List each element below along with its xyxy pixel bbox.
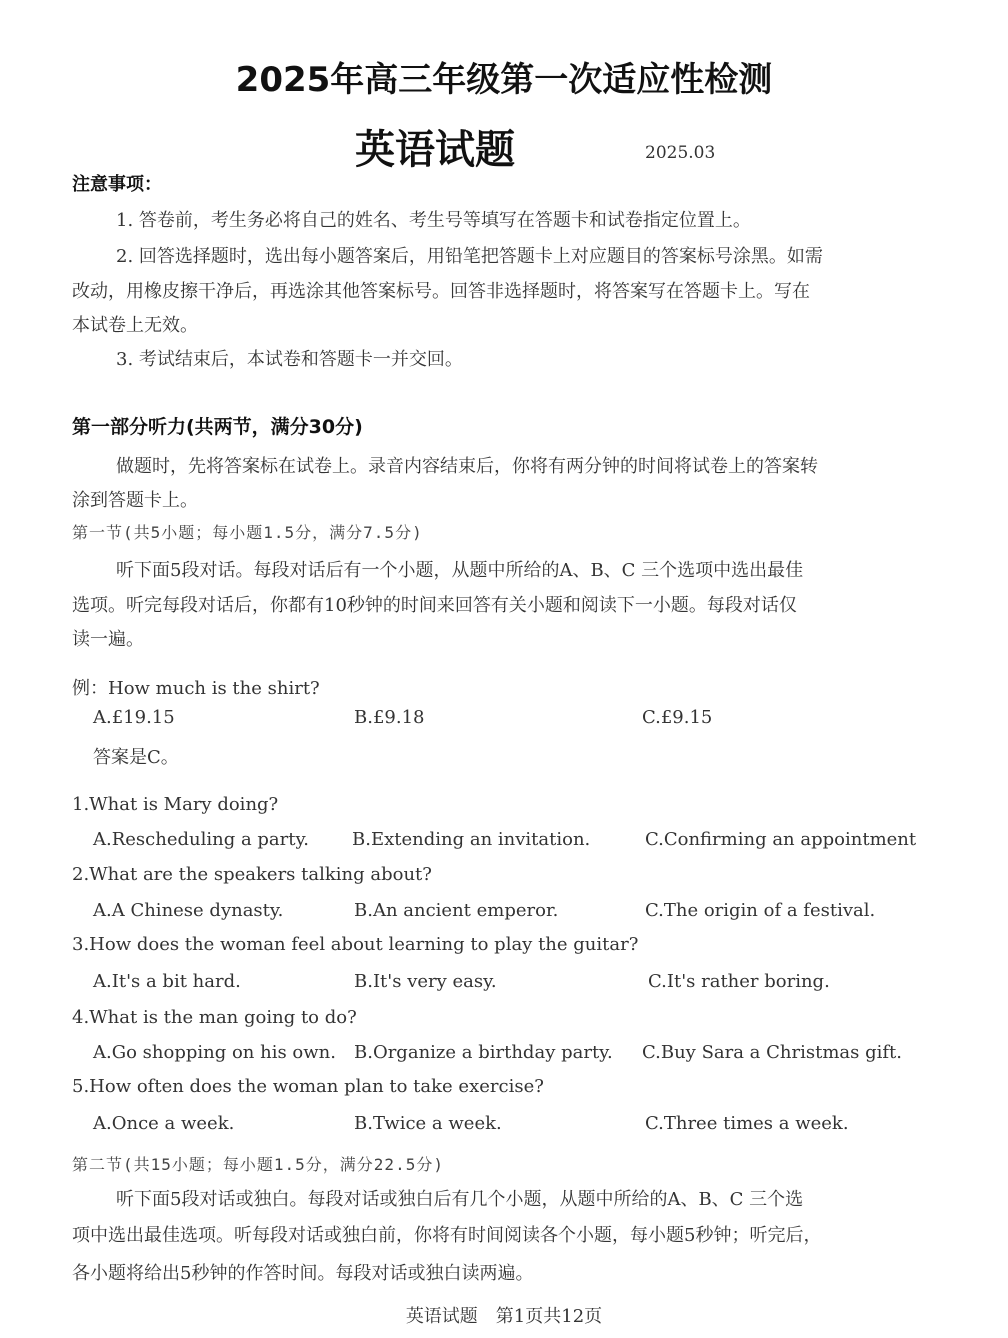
notice-line-5: 3. 考试结束后，本试卷和答题卡一并交回。 (116, 349, 463, 370)
notice-line-4: 本试卷上无效。 (72, 315, 198, 336)
section2-intro-1: 听下面5段对话或独白。每段对话或独白后有几个小题，从题中所给的A、B、C 三个选 (116, 1189, 804, 1210)
question-3-option-c: C.It's rather boring. (648, 971, 830, 992)
question-1-option-c: C.Confirming an appointment (645, 829, 917, 850)
example-option-c: C.£9.15 (642, 707, 713, 728)
question-2-option-b: B.An ancient emperor. (354, 900, 559, 921)
section2-heading: 第二节(共15小题；每小题1.5分，满分22.5分) (72, 1155, 444, 1174)
notice-heading: 注意事项： (72, 174, 162, 195)
part1-intro-2: 涂到答题卡上。 (72, 490, 198, 511)
question-1-option-a: A.Rescheduling a party. (93, 829, 309, 850)
question-2: 2.What are the speakers talking about? (72, 864, 432, 885)
example-question: 例：How much is the shirt? (72, 678, 320, 699)
part1-heading: 第一部分听力(共两节，满分30分) (72, 416, 363, 438)
question-3-option-a: A.It's a bit hard. (93, 971, 241, 992)
question-5-option-a: A.Once a week. (93, 1113, 235, 1134)
subject-title: 英语试题 (355, 127, 515, 173)
question-4-option-a: A.Go shopping on his own. (93, 1042, 336, 1063)
section1-intro-3: 读一遍。 (72, 629, 144, 650)
exam-date: 2025.03 (645, 143, 716, 163)
part1-intro-1: 做题时，先将答案标在试卷上。录音内容结束后，你将有两分钟的时间将试卷上的答案转 (116, 456, 818, 477)
example-answer: 答案是C。 (93, 747, 179, 768)
notice-line-2: 2. 回答选择题时，选出每小题答案后，用铅笔把答题卡上对应题目的答案标号涂黑。如需 (116, 246, 823, 267)
question-4: 4.What is the man going to do? (72, 1007, 357, 1028)
example-option-a: A.£19.15 (93, 707, 175, 728)
section1-intro-1: 听下面5段对话。每段对话后有一个小题，从题中所给的A、B、C 三个选项中选出最佳 (116, 560, 804, 581)
section2-intro-2: 项中选出最佳选项。听每段对话或独白前，你将有时间阅读各个小题，每小题5秒钟；听完后， (72, 1225, 822, 1246)
page-footer: 英语试题 第1页共12页 (405, 1306, 603, 1327)
section1-heading: 第一节(共5小题；每小题1.5分，满分7.5分) (72, 523, 423, 542)
example-option-b: B.£9.18 (354, 707, 425, 728)
question-1: 1.What is Mary doing? (72, 794, 279, 815)
section2-intro-3: 各小题将给出5秒钟的作答时间。每段对话或独白读两遍。 (72, 1263, 534, 1284)
question-5-option-b: B.Twice a week. (354, 1113, 502, 1134)
question-2-option-a: A.A Chinese dynasty. (93, 900, 284, 921)
section1-intro-2: 选项。听完每段对话后，你都有10秒钟的时间来回答有关小题和阅读下一小题。每段对话仅 (72, 595, 797, 616)
notice-line-1: 1. 答卷前，考生务必将自己的姓名、考生号等填写在答题卡和试卷指定位置上。 (116, 210, 751, 231)
question-3: 3.How does the woman feel about learning to play the guitar? (72, 934, 639, 955)
question-3-option-b: B.It's very easy. (354, 971, 497, 992)
question-4-option-b: B.Organize a birthday party. (354, 1042, 613, 1063)
question-5: 5.How often does the woman plan to take exercise? (72, 1076, 544, 1097)
question-5-option-c: C.Three times a week. (645, 1113, 849, 1134)
question-1-option-b: B.Extending an invitation. (352, 829, 591, 850)
notice-line-3: 改动，用橡皮擦干净后，再选涂其他答案标号。回答非选择题时，将答案写在答题卡上。写在 (72, 281, 810, 302)
exam-title: 2025年高三年级第一次适应性检测 (235, 60, 773, 100)
question-4-option-c: C.Buy Sara a Christmas gift. (642, 1042, 902, 1063)
question-2-option-c: C.The origin of a festival. (645, 900, 876, 921)
